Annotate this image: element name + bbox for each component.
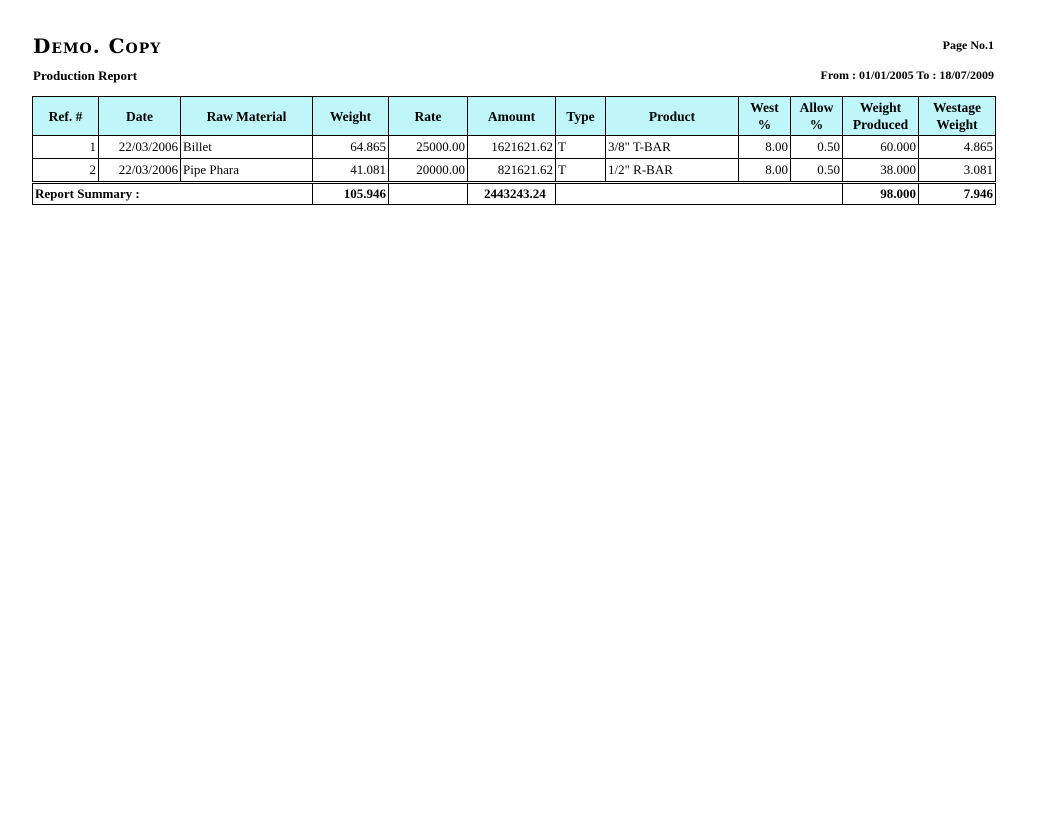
col-header-allow <box>791 97 843 136</box>
summary-weight: 105.946 <box>313 183 389 205</box>
summary-amount: 2443243.24 <box>468 183 556 205</box>
col-header-west-l2: % <box>757 117 772 132</box>
cell-date: 22/03/2006 <box>99 159 181 183</box>
page-number: Page No.1 <box>942 38 994 52</box>
report-title: Demo. Copy <box>33 34 162 58</box>
cell-raw-material: Billet <box>181 136 313 159</box>
cell-weight-produced: 38.000 <box>843 159 919 183</box>
cell-west: 8.00 <box>739 159 791 183</box>
cell-amount: 821621.62 <box>468 159 556 183</box>
cell-west: 8.00 <box>739 136 791 159</box>
col-header-west-l1: West <box>750 100 779 115</box>
col-header-wp-l2: Produced <box>852 117 909 132</box>
summary-row <box>33 183 996 205</box>
table-row <box>33 159 996 183</box>
cell-product: 1/2" R-BAR <box>606 159 739 183</box>
cell-rate: 25000.00 <box>389 136 468 159</box>
date-range: From : 01/01/2005 To : 18/07/2009 <box>820 68 994 82</box>
col-header-west <box>739 97 791 136</box>
summary-westage-weight: 7.946 <box>919 183 996 205</box>
table-header-row <box>33 97 996 136</box>
production-table <box>32 96 996 205</box>
cell-allow: 0.50 <box>791 136 843 159</box>
col-header-raw-material: Raw Material <box>181 97 313 136</box>
col-header-ww-l2: Weight <box>936 117 978 132</box>
col-header-allow-l2: % <box>809 117 824 132</box>
summary-label: Report Summary : <box>33 183 313 205</box>
cell-type: T <box>556 136 606 159</box>
report-name: Production Report <box>33 68 138 83</box>
cell-weight-produced: 60.000 <box>843 136 919 159</box>
cell-raw-material: Pipe Phara <box>181 159 313 183</box>
cell-type: T <box>556 159 606 183</box>
table-row <box>33 136 996 159</box>
summary-rate-empty <box>389 183 468 205</box>
cell-date: 22/03/2006 <box>99 136 181 159</box>
cell-allow: 0.50 <box>791 159 843 183</box>
col-header-ref: Ref. # <box>33 97 99 136</box>
col-header-weight: Weight <box>313 97 389 136</box>
summary-weight-produced: 98.000 <box>843 183 919 205</box>
cell-rate: 20000.00 <box>389 159 468 183</box>
col-header-rate: Rate <box>389 97 468 136</box>
cell-westage-weight: 3.081 <box>919 159 996 183</box>
col-header-date: Date <box>99 97 181 136</box>
col-header-amount: Amount <box>468 97 556 136</box>
cell-ref: 2 <box>33 159 99 183</box>
cell-ref: 1 <box>33 136 99 159</box>
cell-westage-weight: 4.865 <box>919 136 996 159</box>
col-header-product: Product <box>606 97 739 136</box>
cell-weight: 41.081 <box>313 159 389 183</box>
cell-amount: 1621621.62 <box>468 136 556 159</box>
summary-blank <box>556 183 843 205</box>
col-header-westage-weight <box>919 97 996 136</box>
cell-weight: 64.865 <box>313 136 389 159</box>
col-header-ww-l1: Westage <box>933 100 981 115</box>
col-header-weight-produced <box>843 97 919 136</box>
col-header-wp-l1: Weight <box>859 100 902 115</box>
col-header-type: Type <box>556 97 606 136</box>
cell-product: 3/8" T-BAR <box>606 136 739 159</box>
col-header-allow-l1: Allow <box>799 100 834 115</box>
